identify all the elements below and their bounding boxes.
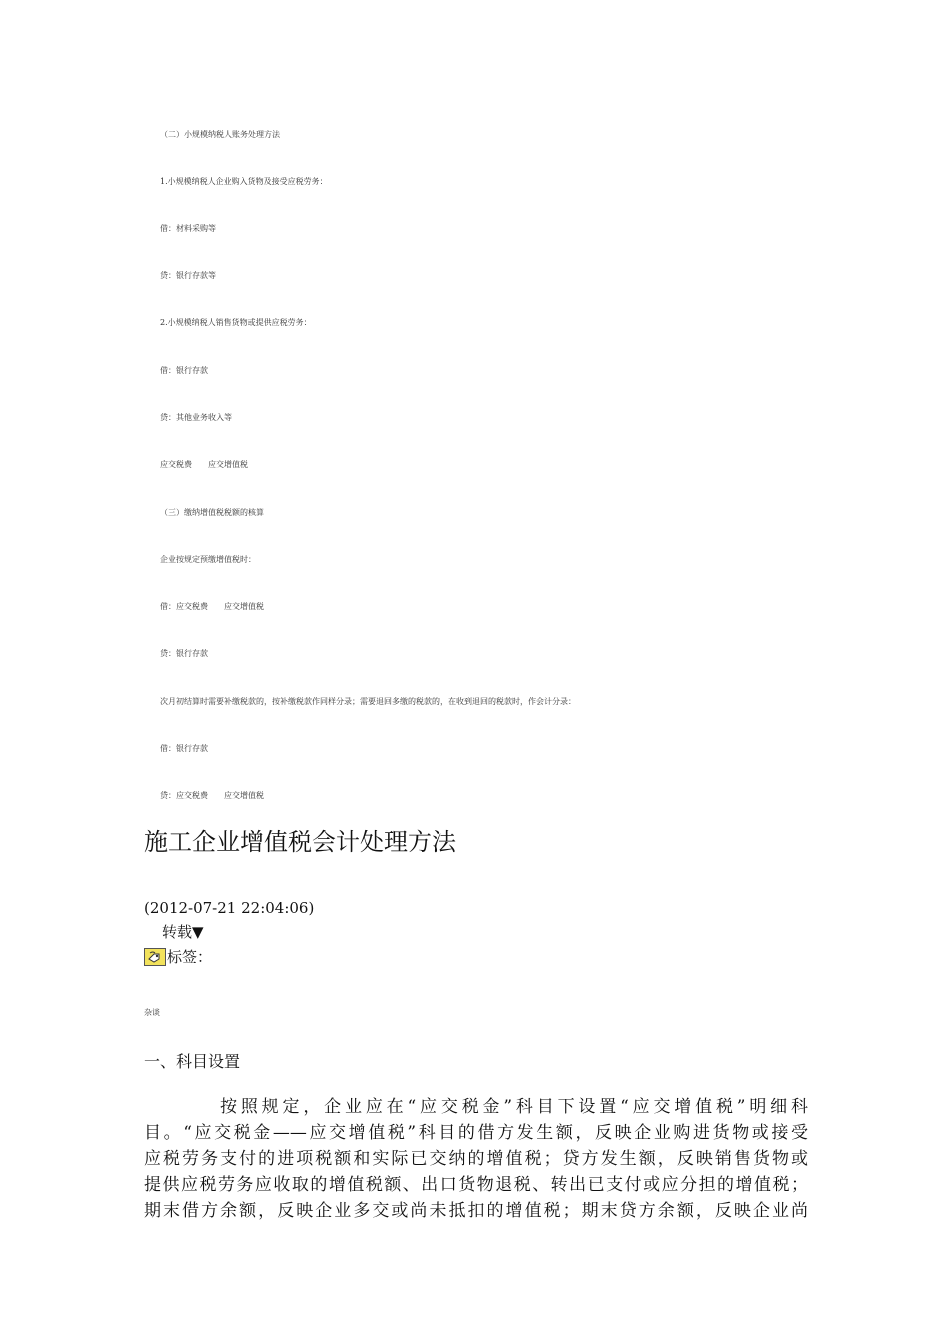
account-name: 贷：应交税费 <box>160 791 208 800</box>
note-line: 企业按规定预缴增值税时： <box>160 555 256 564</box>
tag-icon-glyph <box>147 950 163 964</box>
sub-account-name: 应交增值税 <box>208 460 248 469</box>
note-line: 借：材料采购等 <box>160 224 216 233</box>
sub-account-name: 应交增值税 <box>224 602 264 611</box>
note-line <box>160 791 264 801</box>
body-paragraph <box>144 1094 808 1224</box>
account-name: 应交税费 <box>160 460 192 469</box>
note-line: 贷：银行存款 <box>160 649 208 658</box>
tag-label: 标签： <box>167 948 213 966</box>
note-line: 贷：银行存款等 <box>160 271 216 280</box>
note-line <box>160 602 264 612</box>
account-name: 借：应交税费 <box>160 602 208 611</box>
sub-heading-vat-payment: （三）缴纳增值税税额的核算 <box>160 508 264 517</box>
paragraph-line: 应税劳务支付的进项税额和实际已交纳的增值税；贷方发生额，反映销售货物或 <box>144 1149 808 1169</box>
note-line: 借：银行存款 <box>160 744 208 753</box>
article-title: 施工企业增值税会计处理方法 <box>144 828 456 856</box>
note-line: 2.小规模纳税人销售货物或提供应税劳务： <box>160 318 312 327</box>
post-date: (2012-07-21 22:04:06) <box>144 899 315 917</box>
tag-value-link[interactable]: 杂谈 <box>144 1008 160 1017</box>
repost-link[interactable]: 转载▼ <box>162 923 204 941</box>
note-line: 1.小规模纳税人企业购入货物及接受应税劳务： <box>160 177 328 186</box>
paragraph-line: 目。“应交税金——应交增值税”科目的借方发生额，反映企业购进货物或接受 <box>144 1123 808 1143</box>
tag-icon <box>144 948 166 966</box>
paragraph-line: 期末借方余额，反映企业多交或尚未抵扣的增值税；期末贷方余额，反映企业尚 <box>144 1201 808 1221</box>
note-line: 次月初结算时需要补缴税款的，按补缴税款作同样分录；需要退回多缴的税款的，在收到退回的税款时，作会计分录： <box>160 697 576 706</box>
note-line <box>160 460 248 470</box>
section-heading: 一、科目设置 <box>144 1052 241 1071</box>
note-line: 借：银行存款 <box>160 366 208 375</box>
note-line: 贷：其他业务收入等 <box>160 413 232 422</box>
paragraph-line: 提供应税劳务应收取的增值税额、出口货物退税、转出已支付或应分担的增值税； <box>144 1175 808 1195</box>
sub-heading-small-taxpayer: （二）小规模纳税人账务处理方法 <box>160 130 280 139</box>
paragraph-line: 按照规定，企业应在“应交税金”科目下设置“应交增值税”明细科 <box>220 1097 808 1117</box>
sub-account-name: 应交增值税 <box>224 791 264 800</box>
tag-line <box>144 946 212 968</box>
